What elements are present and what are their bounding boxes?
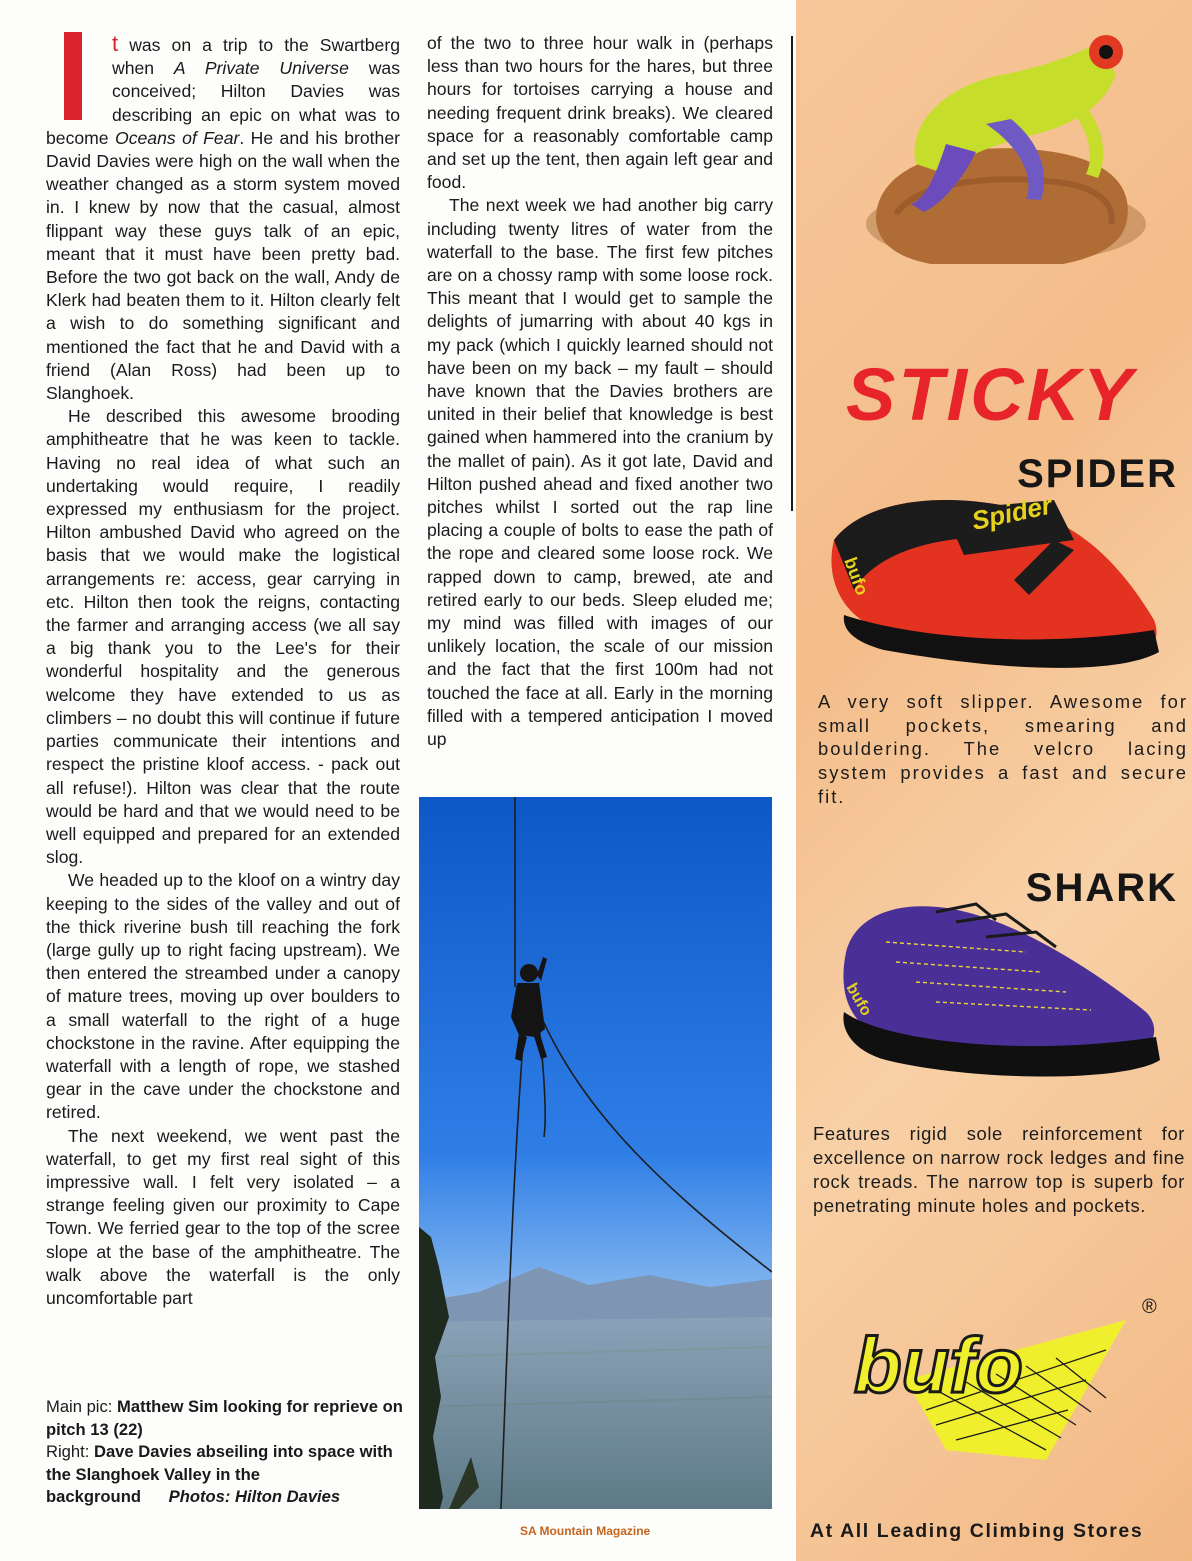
right-caption: Dave Davies abseiling into space with the Slanghoek Valley in the background	[46, 1442, 393, 1507]
frog-on-rock-image	[836, 14, 1176, 264]
shark-description: Features rigid sole reinforcement for excellence on narrow rock ledges and fine rock treads. The narrow top is superb for penetrating minute holes and pockets.	[813, 1123, 1185, 1216]
svg-text:bufo: bufo	[842, 980, 875, 1020]
photo-credit: Photos: Hilton Davies	[168, 1487, 341, 1507]
abseil-photo	[419, 797, 772, 1509]
column-rule	[791, 36, 793, 511]
bufo-logo	[846, 1310, 1146, 1460]
bufo-logo-text: bufo	[854, 1321, 1023, 1409]
photo-captions: Main pic: Matthew Sim looking for reprieve on pitch 13 (22) Right: Dave Davies abseiling into space with the Slanghoek Valley in the background Photos: Hilton Davies	[46, 1397, 403, 1507]
registered-mark: ®	[1142, 1296, 1157, 1318]
article-paragraph-1: t was on a trip to the Swartberg when A Private Universe was conceived; Hilton Davies was describing an epic on what was to become Oceans of Fear. He and his brother David Davies were high on the wall when the weather changed as a storm system moved in. I knew by now that the casual, almost flippant way these guys talk of an epic, meant that it must have been pretty bad. Before the two got back on the wall, Andy de Klerk had beaten them to it. Hilton clearly felt a wish to do something significant and mentioned the fact that he and David with a friend (Alan Ross) had been up to Slanghoek.	[46, 31, 400, 404]
spider-shoe-label: Spider	[969, 489, 1055, 536]
drop-cap-letter: t	[112, 31, 119, 56]
ad-headline: STICKY	[846, 353, 1136, 436]
spider-title: SPIDER	[1017, 452, 1178, 496]
magazine-footer: SA Mountain Magazine	[520, 1524, 651, 1538]
ad-tagline: At All Leading Climbing Stores	[810, 1520, 1144, 1542]
bufo-advert	[796, 0, 1192, 1561]
article-paragraph-3: We headed up to the kloof on a wintry day keeping to the sides of the valley and out of the thick riverine bush till reaching the fork (large gully up to right facing upstream). We then entered the streambed under a canopy of mature trees, moving up over boulders to a small waterfall to the right of a huge chockstone in the ravine. After equipping the waterfall with a length of rope, we stashed gear in the cave under the chockstone and retired.	[46, 870, 400, 1123]
shark-shoe-image	[826, 892, 1166, 1082]
article-paragraph-2: He described this awesome brooding amphitheatre that he was keen to tackle. Having no real idea of what such an undertaking would require, I readily expressed my enthusiasm for the project. Hilton ambushed David who agreed on the basis that we would make the logistical arrangements re: access, gear carrying in etc. Hilton then took the reigns, contacting the farmer and arranging access (we all say a big thank you to the Lee's for their wonderful hospitality and the generous welcome they have extended to us as climbers – no doubt this will continue if future parties communicate their intentions and respect the pristine kloof access. - pack out all refuse!). Hilton was clear that the route would be hard and that we would need to be well equipped and prepared for an extended slog.	[46, 406, 400, 868]
spider-description: A very soft slipper. Awesome for small pockets, smearing and bouldering. The velcro lacing system provides a fast and secure fit.	[818, 691, 1188, 807]
svg-text:bufo: bufo	[840, 554, 873, 599]
drop-cap-bar	[64, 32, 82, 120]
main-caption: Matthew Sim looking for reprieve on pitch 13 (22)	[46, 1397, 403, 1439]
article-paragraph-4: The next weekend, we went past the waterfall, to get my first real sight of this impressive wall. I felt very isolated – a strange feeling given our proximity to Cape Town. We ferried gear to the top of the scree slope at the base of the amphitheatre. The walk above the waterfall is the only uncomfortable part	[46, 1125, 400, 1308]
spider-shoe-image	[824, 480, 1174, 680]
article-column-1	[46, 32, 400, 1310]
shark-title: SHARK	[1025, 866, 1178, 910]
article-paragraph-5: of the two to three hour walk in (perhaps less than two hours for the hares, but three hours for tortoises carrying a house and needing frequent drink breaks). We cleared space for a reasonably comfortable camp and set up the tent, then again left gear and food.	[427, 33, 773, 193]
article-column-2	[427, 32, 773, 751]
route-title: Oceans of Fear	[115, 127, 240, 148]
article-paragraph-6: The next week we had another big carry including twenty litres of water from the waterfall to the base. The first few pitches are on a chossy ramp with some loose rock. This meant that I would get to sample the delights of jumarring with about 40 kgs in my pack (which I quickly learned should not have been on my back – my fault – should have known that the Davies brothers are united in their belief that knowledge is best gained when hammered into the cranium by the mallet of pain). As it got late, David and Hilton pushed ahead and fixed another two pitches whilst I sorted out the rap line placing a couple of bolts to ease the path of the rope and cleared some loose rock. We rapped down to camp, brewed, ate and retired early to our beds. Sleep eluded me; my mind was filled with images of our unlikely location, the scale of our mission and the fact that the first 100m had not touched the face at all. Early in the morning filled with a tempered anticipation I moved up	[427, 195, 773, 750]
book-title: A Private Universe	[173, 58, 349, 79]
